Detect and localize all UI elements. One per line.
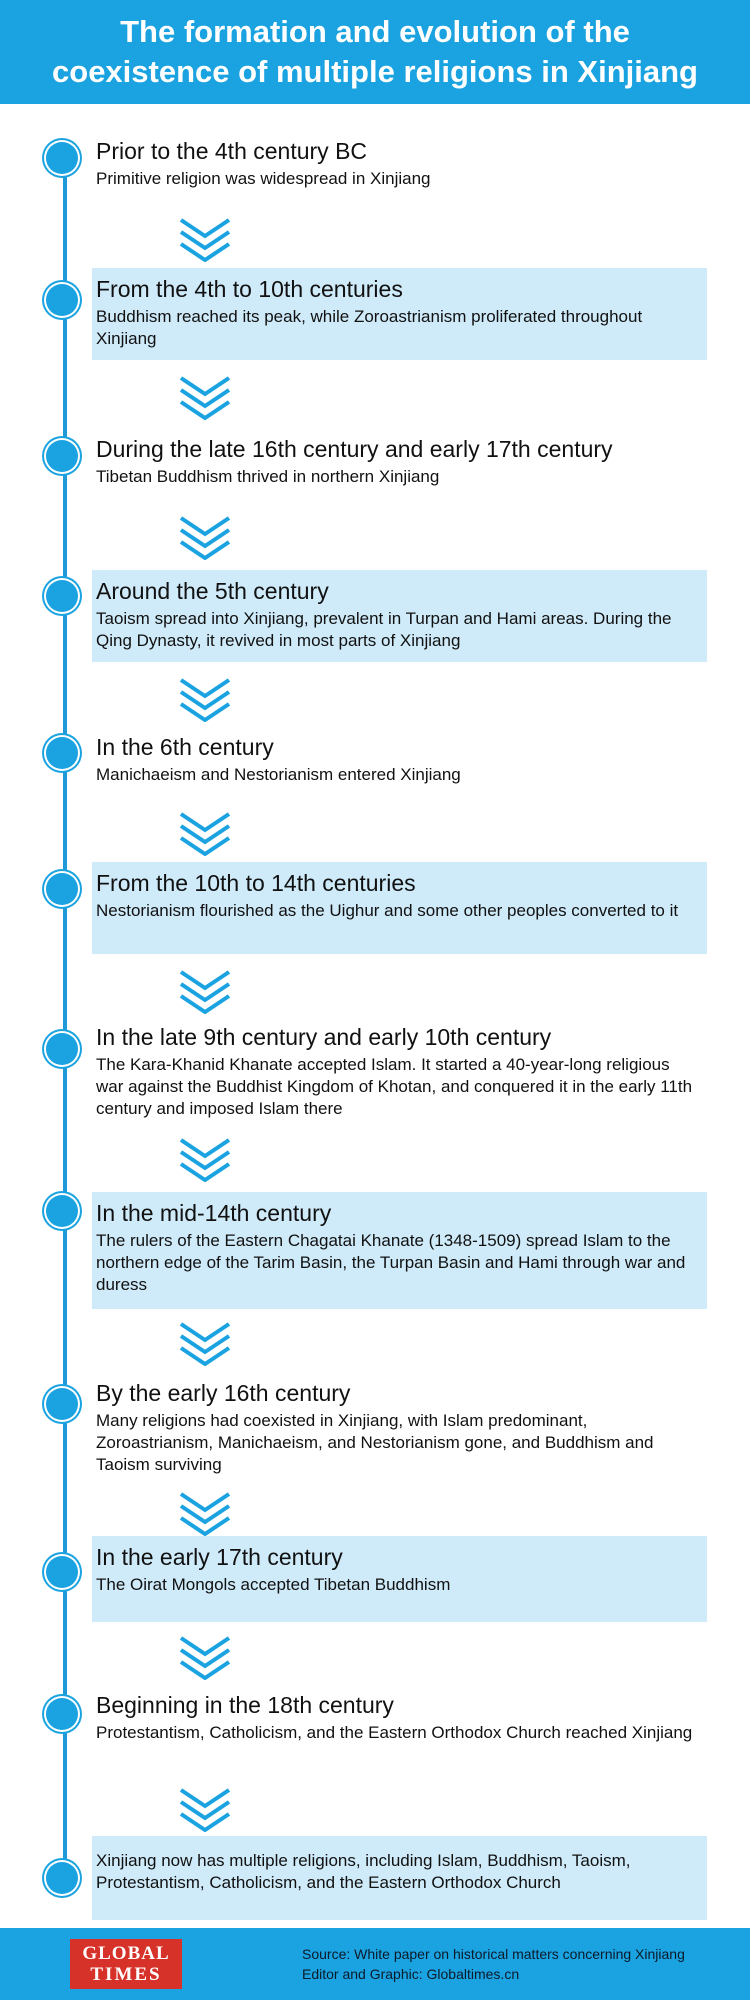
entry-description: Taoism spread into Xinjiang, prevalent in Turpan and Hami areas. During the Qing Dynasty, it revived in most parts of Xinjiang — [96, 609, 672, 650]
entry-period: From the 10th to 14th centuries — [96, 870, 416, 896]
timeline-dot-icon — [46, 1388, 78, 1420]
timeline-entry — [92, 1016, 707, 1126]
entry-description: The Kara-Khanid Khanate accepted Islam. It started a 40-year-long religious war against the Buddhist Kingdom of Khotan, and conquered it in the early 11th century and imposed Islam there — [96, 1055, 693, 1118]
entry-period: In the 6th century — [96, 734, 274, 760]
timeline-line — [63, 158, 67, 1878]
timeline-dot-icon — [46, 1556, 78, 1588]
timeline-entry — [92, 1372, 707, 1482]
entry-period: In the mid-14th century — [96, 1200, 332, 1226]
timeline-entry — [92, 1536, 707, 1622]
entry-description: The rulers of the Eastern Chagatai Khanate (1348-1509) spread Islam to the northern edge of the Tarim Basin, the Turpan Basin and Hami through war and duress — [96, 1231, 686, 1294]
timeline-entry — [92, 1192, 707, 1309]
timeline-entry — [92, 428, 707, 494]
timeline-entry — [92, 130, 707, 196]
entry-description: Many religions had coexisted in Xinjiang, with Islam predominant, Zoroastrianism, Manichaeism, and Nestorianism gone, and Buddhism and Taoism surviving — [96, 1411, 654, 1474]
timeline-dot-icon — [46, 737, 78, 769]
chevron-down-icon — [175, 1488, 235, 1536]
entry-period: In the late 9th century and early 10th century — [96, 1024, 552, 1050]
timeline-entry — [92, 1836, 707, 1920]
timeline-entry — [92, 726, 707, 792]
chevron-down-icon — [175, 214, 235, 262]
entry-period: In the early 17th century — [96, 1544, 343, 1570]
entry-period: From the 4th to 10th centuries — [96, 276, 403, 302]
chevron-down-icon — [175, 1632, 235, 1680]
entry-description: Buddhism reached its peak, while Zoroastrianism proliferated throughout Xinjiang — [96, 307, 643, 348]
entry-period: Prior to the 4th century BC — [96, 138, 368, 164]
timeline-dot-icon — [46, 873, 78, 905]
timeline-entry — [92, 570, 707, 662]
chevron-down-icon — [175, 1134, 235, 1182]
footer-banner — [0, 1928, 750, 2000]
global-times-logo: GLOBAL TIMES — [70, 1939, 182, 1989]
entry-period: Beginning in the 18th century — [96, 1692, 394, 1718]
timeline-dot-icon — [46, 284, 78, 316]
timeline-dot-icon — [46, 1698, 78, 1730]
chevron-down-icon — [175, 674, 235, 722]
source-text: Source: White paper on historical matters concerning Xinjiang — [302, 1946, 685, 1962]
timeline-dot-icon — [46, 440, 78, 472]
entry-description: Tibetan Buddhism thrived in northern Xinjiang — [96, 467, 440, 486]
entry-description: Manichaeism and Nestorianism entered Xinjiang — [96, 765, 461, 784]
chevron-down-icon — [175, 1784, 235, 1832]
chevron-down-icon — [175, 512, 235, 560]
timeline-dot-icon — [46, 1033, 78, 1065]
chevron-down-icon — [175, 808, 235, 856]
editor-credit: Editor and Graphic: Globaltimes.cn — [302, 1966, 520, 1982]
source-credit — [302, 1944, 722, 1984]
timeline-dot-icon — [46, 1195, 78, 1227]
chevron-down-icon — [175, 372, 235, 420]
header-banner — [0, 0, 750, 104]
chevron-down-icon — [175, 966, 235, 1014]
entry-period: By the early 16th century — [96, 1380, 351, 1406]
timeline-entry — [92, 268, 707, 360]
entry-description: The Oirat Mongols accepted Tibetan Buddhism — [96, 1575, 451, 1594]
timeline-dot-icon — [46, 580, 78, 612]
page-title: The formation and evolution of the coexistence of multiple religions in Xinjiang — [52, 14, 698, 89]
timeline-entry — [92, 1684, 707, 1750]
entry-description: Primitive religion was widespread in Xinjiang — [96, 169, 431, 188]
timeline-entry — [92, 862, 707, 954]
entry-period: During the late 16th century and early 17th century — [96, 436, 613, 462]
entry-description: Nestorianism flourished as the Uighur and some other peoples converted to it — [96, 901, 679, 920]
chevron-down-icon — [175, 1318, 235, 1366]
entry-description: Protestantism, Catholicism, and the Eastern Orthodox Church reached Xinjiang — [96, 1723, 693, 1742]
entry-description: Xinjiang now has multiple religions, including Islam, Buddhism, Taoism, Protestantism, Catholicism, and the Eastern Orthodox Church — [96, 1851, 631, 1892]
timeline-dot-icon — [46, 142, 78, 174]
timeline-dot-icon — [46, 1862, 78, 1894]
entry-period: Around the 5th century — [96, 578, 329, 604]
